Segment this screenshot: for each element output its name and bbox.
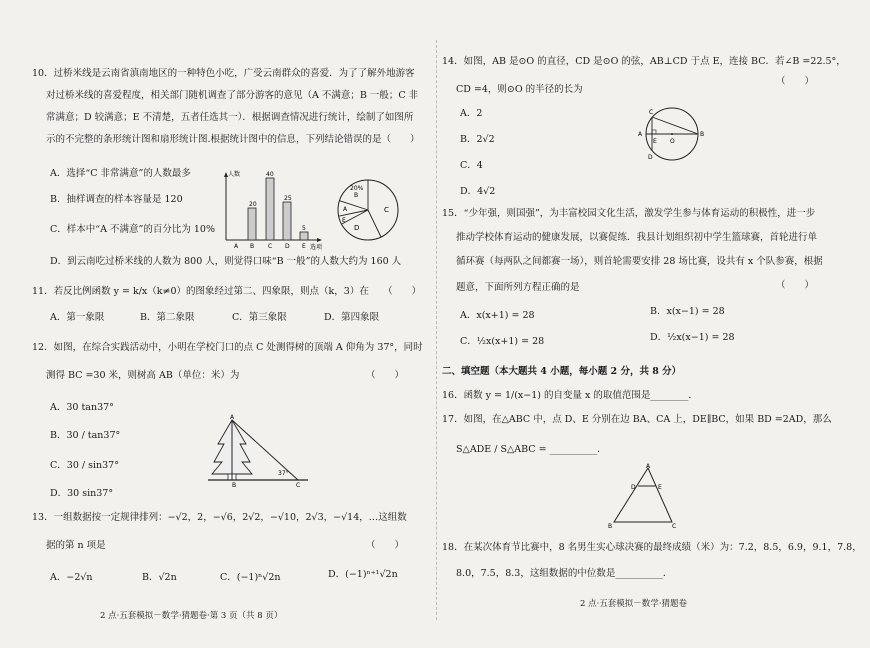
column-divider (436, 40, 437, 620)
bar-cat-a: A (234, 243, 239, 250)
right-footer: 2 点·五套模拟－数学·猜题卷 (580, 599, 688, 609)
tree-point-a: A (230, 414, 235, 421)
tree-angle: 37° (278, 470, 289, 477)
q10-line1: 10．过桥米线是云南省滇南地区的一种特色小吃，广受云南群众的喜爱．为了了解外地游客 (32, 68, 415, 79)
q18-line2: 8.0，7.5，8.3，这组数据的中位数是__________． (456, 568, 673, 579)
circle-point-o: O (670, 138, 675, 145)
circle-point-d: D (648, 154, 653, 161)
q10-pie-chart (334, 176, 404, 244)
q10-line2: 对过桥米线的喜爱程度，相关部门随机调查了部分游客的意见（A 不满意；B 一般；C 非 (46, 90, 419, 101)
q11-option-d: D．第四象限 (324, 312, 380, 323)
q17-triangle-figure (604, 462, 682, 530)
bar-e (300, 232, 308, 240)
bar-label-e: 5 (302, 225, 306, 232)
bar-label-c: 40 (266, 171, 274, 178)
q17-line2: S△ADE / S△ABC = __________． (456, 444, 607, 455)
circle-point-e: E (653, 138, 657, 145)
bar-b (248, 208, 256, 240)
bar-cat-d: D (285, 243, 290, 250)
tri-point-d: D (631, 484, 636, 491)
q10-option-b: B．抽样调查的样本容量是 120 (50, 194, 183, 205)
q13-line2: 据的第 n 项是 (46, 540, 106, 551)
tri-point-a: A (646, 463, 651, 470)
q14-option-d: D．4√2 (460, 186, 496, 197)
q12-line1: 12．如图，在综合实践活动中，小明在学校门口的点 C 处测得树的顶端 A 仰角为 37°，同时 (32, 342, 423, 353)
q14-line1: 14．如图，AB 是⊙O 的直径，CD 是⊙O 的弦，AB⊥CD 于点 E，连接 BC．若∠B =22.5°， (442, 56, 846, 67)
q10-option-c: C．样本中“A 不满意”的百分比为 10% (50, 224, 215, 235)
q13-paren: （ ） (366, 540, 405, 551)
q14-option-c: C．4 (460, 160, 483, 171)
q15-option-d: D．½x(x−1) = 28 (650, 332, 735, 343)
q12-option-c: C．30 / sin37° (50, 460, 119, 471)
q10-option-d: D．到云南吃过桥米线的人数为 800 人，则觉得口味“B 一般”的人数大约为 160 人 (50, 256, 402, 267)
q14-option-b: B．2√2 (460, 134, 495, 145)
bar-cat-b: B (250, 243, 255, 250)
q17-line1: 17．如图，在△ABC 中，点 D、E 分别在边 BA、CA 上，DE∥BC，如果 BD =2AD，那么 (442, 414, 832, 425)
bar-cat-c: C (268, 243, 273, 250)
q12-option-b: B．30 / tan37° (50, 430, 121, 441)
bar-cat-e: E (302, 243, 306, 250)
bar-d (283, 202, 291, 240)
q15-paren: （ ） (776, 280, 815, 291)
tree-point-b: B (232, 482, 237, 488)
pie-label-c: C (384, 206, 389, 214)
pie-label-e: E (342, 217, 346, 224)
q14-circle-figure (636, 104, 712, 166)
bar-label-d: 25 (284, 195, 292, 202)
q12-line2: 测得 BC =30 米，则树高 AB（单位：米）为 (46, 370, 240, 381)
q11-option-c: C．第三象限 (232, 312, 287, 323)
pie-pct: 20% (350, 185, 364, 192)
q10-line4: 示的不完整的条形统计图和扇形统计图.根据统计图中的信息，下列结论错误的是（ ） (46, 134, 420, 145)
q10-option-a: A．选择“C 非常满意”的人数最多 (50, 168, 191, 179)
bar-chart-xlabel: 选项 (310, 244, 323, 250)
q15-option-a: A．x(x+1) = 28 (460, 310, 535, 321)
q12-option-d: D．30 sin37° (50, 488, 114, 499)
q15-option-b: B．x(x−1) = 28 (650, 306, 725, 317)
pie-label-d: D (354, 224, 360, 232)
circle-point-c: C (649, 109, 654, 116)
bar-chart-ylabel: 人数 (228, 171, 241, 178)
bar-c (266, 178, 274, 240)
pie-label-b: B (354, 192, 359, 199)
q12-tree-figure (208, 412, 318, 488)
tree-point-c: C (296, 482, 301, 488)
q15-line4: 题意，下面所列方程正确的是 (456, 282, 580, 293)
tri-point-b: B (608, 523, 613, 530)
left-footer: 2 点·五套模拟－数学·猜题卷·第 3 页（共 8 页） (100, 611, 283, 621)
q13-option-a: A．−2√n (50, 572, 93, 583)
q18-line1: 18．在某次体育节比赛中，8 名男生实心球决赛的最终成绩（米）为：7.2，8.5，6.9，9.1，7.8， (442, 542, 862, 553)
q16-stem: 16．函数 y = 1/(x−1) 的自变量 x 的取值范围是________． (442, 390, 698, 401)
q13-option-d: D．(−1)ⁿ⁺¹√2n (328, 569, 398, 580)
q15-line3: 循环赛（每两队之间都赛一场），则首轮需要安排 28 场比赛，设共有 x 个队参赛，根据 (456, 256, 823, 267)
q13-line1: 13．一组数据按一定规律排列：−√2，2，−√6，2√2，−√10，2√3，−√14，…这组数 (32, 512, 407, 523)
tri-point-c: C (672, 523, 677, 530)
q14-option-a: A．2 (460, 108, 483, 119)
q15-option-c: C．½x(x+1) = 28 (460, 336, 545, 347)
q15-line2: 推动学校体育运动的健康发展，以赛促练．我县计划组织初中学生篮球赛，首轮进行单 (456, 232, 818, 243)
q13-option-b: B．√2n (142, 572, 177, 583)
circle-point-b: B (700, 131, 705, 138)
q13-option-c: C．(−1)ⁿ√2n (220, 572, 281, 583)
bar-label-b: 20 (249, 201, 257, 208)
tri-point-e: E (658, 484, 662, 491)
q15-line1: 15．“少年强，则国强”，为丰富校园文化生活，激发学生参与体育运动的积极性，进一步 (442, 208, 816, 219)
q14-line2: CD =4，则⊙O 的半径的长为 (456, 84, 583, 95)
q11-option-a: A．第一象限 (50, 312, 105, 323)
q11-stem: 11．若反比例函数 y = k/x（k≠0）的图象经过第二、四象限，则点（k，3）在 （ ） (32, 286, 422, 297)
q11-option-b: B．第二象限 (140, 312, 195, 323)
q10-line3: 常满意；D 较满意；E 不清楚，五者任选其一）．根据调查情况进行统计，绘制了如图所 (46, 112, 414, 123)
section-2-heading: 二、填空题（本大题共 4 小题，每小题 2 分，共 8 分） (442, 366, 682, 377)
circle-point-a: A (638, 131, 643, 138)
pie-label-a: A (343, 206, 348, 213)
q10-bar-chart (214, 168, 324, 250)
q14-paren: （ ） (776, 76, 815, 87)
q12-paren: （ ） (366, 370, 405, 381)
q12-option-a: A．30 tan37° (50, 402, 114, 413)
